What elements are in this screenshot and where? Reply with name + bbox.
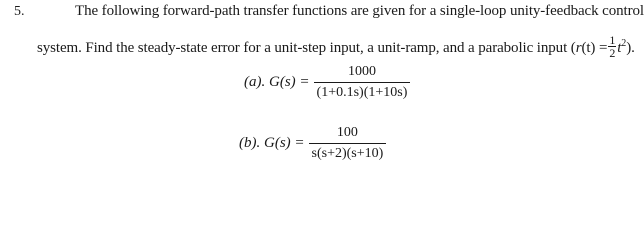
equation-b-fraction [309, 125, 387, 162]
equation-a-fraction [314, 64, 411, 101]
problem-statement-line-2 [37, 33, 635, 61]
equation-a-label: (a). G(s) = [244, 74, 310, 90]
transfer-function-a [244, 64, 410, 101]
transfer-function-b [239, 125, 386, 162]
half-numerator: 1 [609, 33, 616, 47]
equation-b-label: (b). G(s) = [239, 135, 305, 151]
equation-a-denominator: (1+0.1s)(1+10s) [316, 85, 408, 100]
statement-text: system. Find the steady-state error for a unit-step input, a unit-ramp, and a parabolic input ( [37, 39, 576, 56]
equation-a-numerator: 1000 [314, 64, 411, 83]
equation-b-denominator: s(s+2)(s+10) [311, 146, 384, 161]
input-r-symbol: r [575, 39, 582, 56]
statement-closing: ). [626, 39, 635, 56]
half-denominator: 2 [609, 46, 616, 60]
problem-statement-line-1: The following forward-path transfer functions are given for a single-loop unity-feedback control [75, 3, 644, 19]
t-exponent: 2 [621, 37, 627, 49]
t-symbol: t [617, 39, 622, 56]
equation-b-numerator: 100 [309, 125, 387, 144]
problem-number: 5. [14, 4, 25, 19]
half-fraction [608, 34, 616, 59]
input-t-argument: (t) = [581, 39, 608, 56]
